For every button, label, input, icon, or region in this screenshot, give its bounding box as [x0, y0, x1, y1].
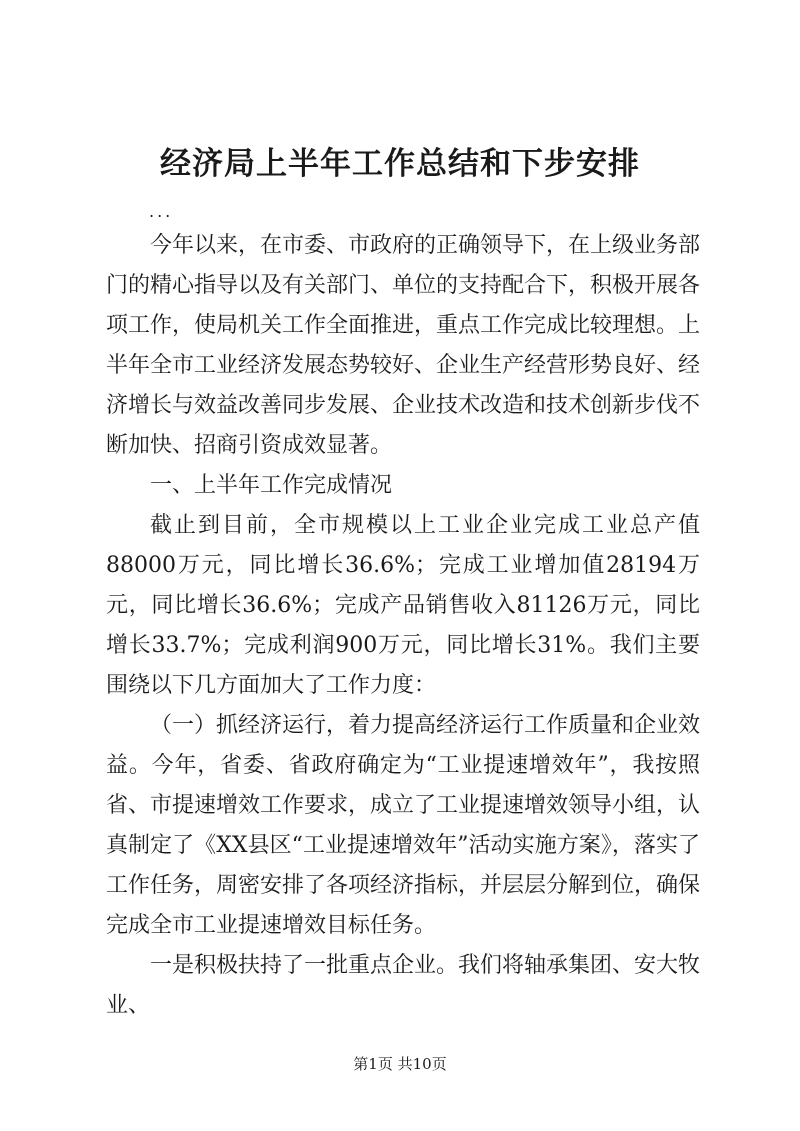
page-footer: 第1页 共10页 [353, 1055, 447, 1073]
paragraph-key-enterprises: 一是积极扶持了一批重点企业。我们将轴承集团、安大牧业、 [106, 953, 701, 1018]
document-title: 经济局上半年工作总结和下步安排 [160, 146, 640, 182]
paragraph-statistics: 截止到目前，全市规模以上工业企业完成工业总产值88000万元，同比增长36.6%；完成工业增加值28194万元，同比增长36.6%；完成产品销售收入81126万元，同比增长33.7%；完成利润900万元，同比增长31%。我们主要围绕以下几方面加大了工作力度： [106, 513, 700, 698]
paragraph-intro: 今年以来，在市委、市政府的正确领导下，在上级业务部门的精心指导以及有关部门、单位的支持配合下，积极开展各项工作，使局机关工作全面推进，重点工作完成比较理想。上半年全市工业经济发展态势较好、企业生产经营形势良好、经济增长与效益改善同步发展、企业技术改造和技术创新步伐不断加快、招商引资成效显著。 [106, 233, 701, 458]
paragraph-economic-operation: （一）抓经济运行，着力提高经济运行工作质量和企业效益。今年，省委、省政府确定为“工业提速增效年”，我按照省、市提速增效工作要求，成立了工业提速增效领导小组，认真制定了《XX县区“工业提速增效年”活动实施方案》，落实了工作任务，周密安排了各项经济指标，并层层分解到位，确保完成全市工业提速增效目标任务。 [106, 713, 701, 938]
ellipsis-marker: ... [149, 202, 174, 221]
section-heading: 一、上半年工作完成情况 [150, 473, 393, 498]
document-body [106, 226, 700, 1026]
